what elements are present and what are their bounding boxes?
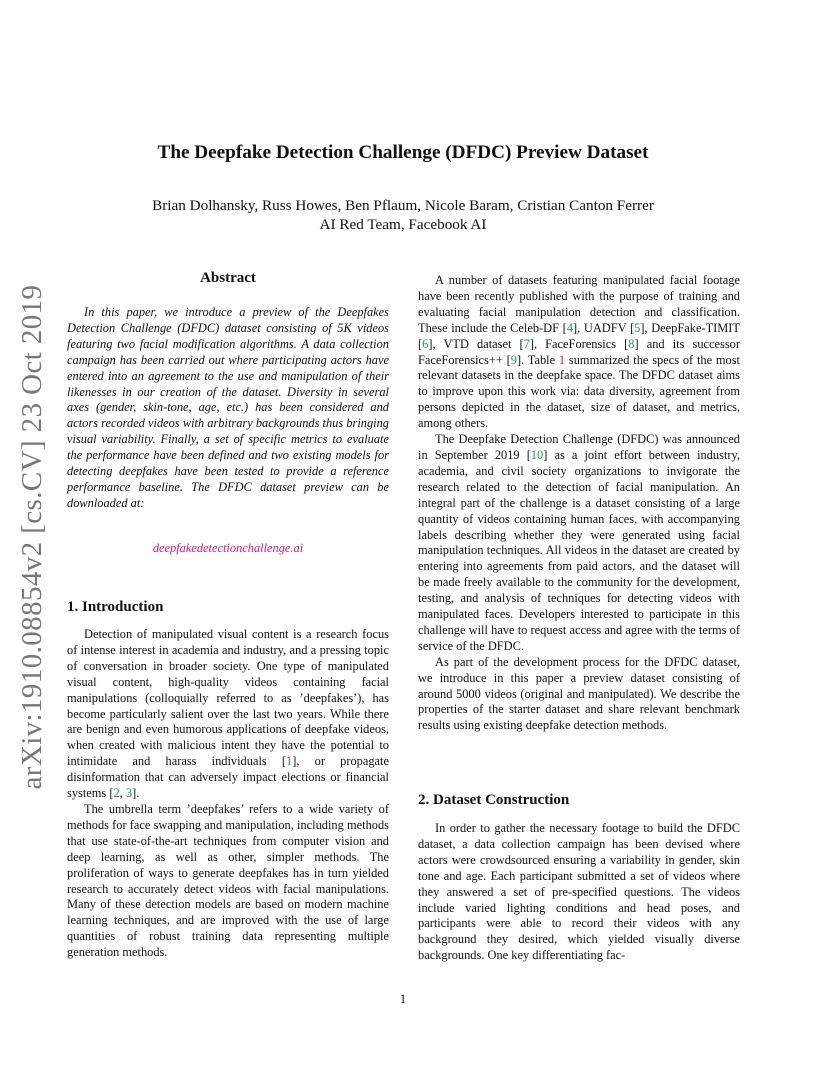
abstract-heading: Abstract (200, 270, 256, 286)
dataset-construction-body (418, 821, 740, 964)
citation-link[interactable]: 1 (286, 754, 293, 769)
author-block (0, 196, 806, 234)
citation-link[interactable]: 9 (510, 352, 517, 367)
intro-paragraph-2: The umbrella term ’deepfakes’ refers to a wide variety of methods for face swapping and manipulation, including methods that use state-of-the-art techniques from computer vision and deep learning, as well as other, simpler methods. The proliferation of ways to generate deepfakes has in turn yielded research to accurately detect videos with facial manipulations. Many of these detection models are based on modern machine learning techniques, and are improved with the use of large quantities of robust training data representing multiple generation methods. (67, 801, 389, 960)
paper-title: The Deepfake Detection Challenge (DFDC) Preview Dataset (157, 142, 649, 163)
citation-link[interactable]: 2 (113, 786, 120, 801)
citation-link[interactable]: 10 (530, 447, 544, 462)
right-column-body (418, 273, 740, 734)
citation-link[interactable]: 7 (523, 336, 530, 351)
citation-link[interactable]: 6 (422, 336, 429, 351)
citation-link[interactable]: 3 (125, 786, 133, 801)
dataset-paragraph-1: In order to gather the necessary footage to build the DFDC dataset, a data collection campaign has been devised where actors were crowdsourced ensuring a variability in gender, skin tone and age. Each participant submitted a set of videos where they answered a set of pre-specified questions. The videos include varied lighting conditions and head poses, and participants were able to record their videos with any background they desired, which yielded visually diverse backgrounds. One key differentiating fac- (418, 821, 740, 963)
challenge-paragraph: The Deepfake Detection Challenge (DFDC) was announced in September 2019 [10] as a joint effort between industry, academia, and civil society organizations to invigorate the research related to the detection of facial manipulation. An integral part of the challenge is a dataset consisting of a large quantity of videos containing human faces, with accompanying labels describing whether they were generated using facial manipulation techniques. All videos in the dataset are created by entering into agreements from paid actors, and the dataset will be made freely available to the community for the development, testing, and analysis of techniques for detecting videos with manipulated faces. Developers interested to participate in this challenge will have to request access and agree with the terms of service of the DFDC. (418, 432, 740, 653)
preview-paragraph: As part of the development process for the DFDC dataset, we introduce in this paper a preview dataset consisting of around 5000 videos (original and manipulated). We describe the properties of the starter dataset and share relevant benchmark results using existing deepfake detection methods. (418, 654, 740, 733)
table-reference-link[interactable]: 1 (558, 352, 566, 367)
author-list: Brian Dolhansky, Russ Howes, Ben Pflaum, Nicole Baram, Cristian Canton Ferrer (152, 197, 654, 214)
affiliation: AI Red Team, Facebook AI (319, 216, 487, 233)
datasets-paragraph: A number of datasets featuring manipulated facial footage have been recently published with the purpose of training and evaluating facial manipulation detection and classification. These include the Celeb-DF [4], UADFV [5], DeepFake-TIMIT [6], VTD dataset [7], FaceForensics [8] and its successor FaceForensics++ [9]. Table 1 summarized the specs of the most relevant datasets in the deepfake space. The DFDC dataset aims to improve upon this work via: data diversity, agreement from persons depicted in the dataset, size of dataset, and metrics, among others. (418, 273, 740, 431)
section-heading-introduction: 1. Introduction (67, 599, 164, 615)
dataset-link[interactable]: deepfakedetectionchallenge.ai (152, 541, 304, 555)
citation-link[interactable]: 5 (634, 320, 641, 335)
arxiv-identifier: arXiv:1910.08854v2 [cs.CV] 23 Oct 2019 (16, 284, 48, 790)
citation-link[interactable]: 4 (566, 320, 574, 335)
abstract-text: In this paper, we introduce a preview of the Deepfakes Detection Challenge (DFDC) dataset consisting of 5K videos featuring two facial modification algorithms. A data collection campaign has been carried out where participating actors have entered into an agreement to the use and manipulation of their likenesses in our creation of the dataset. Diversity in several axes (gender, skin-tone, age, etc.) has been considered and actors recorded videos with arbitrary backgrounds thus bringing visual variability. Finally, a set of specific metrics to evaluate the performance have been defined and two existing models for detecting deepfakes have been tested to provide a reference performance baseline. The DFDC dataset preview can be downloaded at: (67, 305, 389, 510)
citation-link[interactable]: 8 (628, 336, 635, 351)
abstract-body (67, 305, 389, 512)
intro-paragraph-1: Detection of manipulated visual content is a research focus of intense interest in academia and industry, and a pressing topic of conversation in broader society. One type of manipulated visual content, high-quality videos containing facial manipulations (colloquially referred to as ’deepfakes’), has become particularly salient over the last two years. While there are benign and even humorous applications of deepfake videos, when created with malicious intent they have the potential to intimidate and harass individuals [1], or propagate disinformation that can adversely impact elections or financial systems [2, 3]. (67, 627, 389, 801)
page-number: 1 (399, 992, 407, 1006)
section-heading-dataset-construction: 2. Dataset Construction (418, 792, 570, 808)
introduction-body (67, 627, 389, 961)
